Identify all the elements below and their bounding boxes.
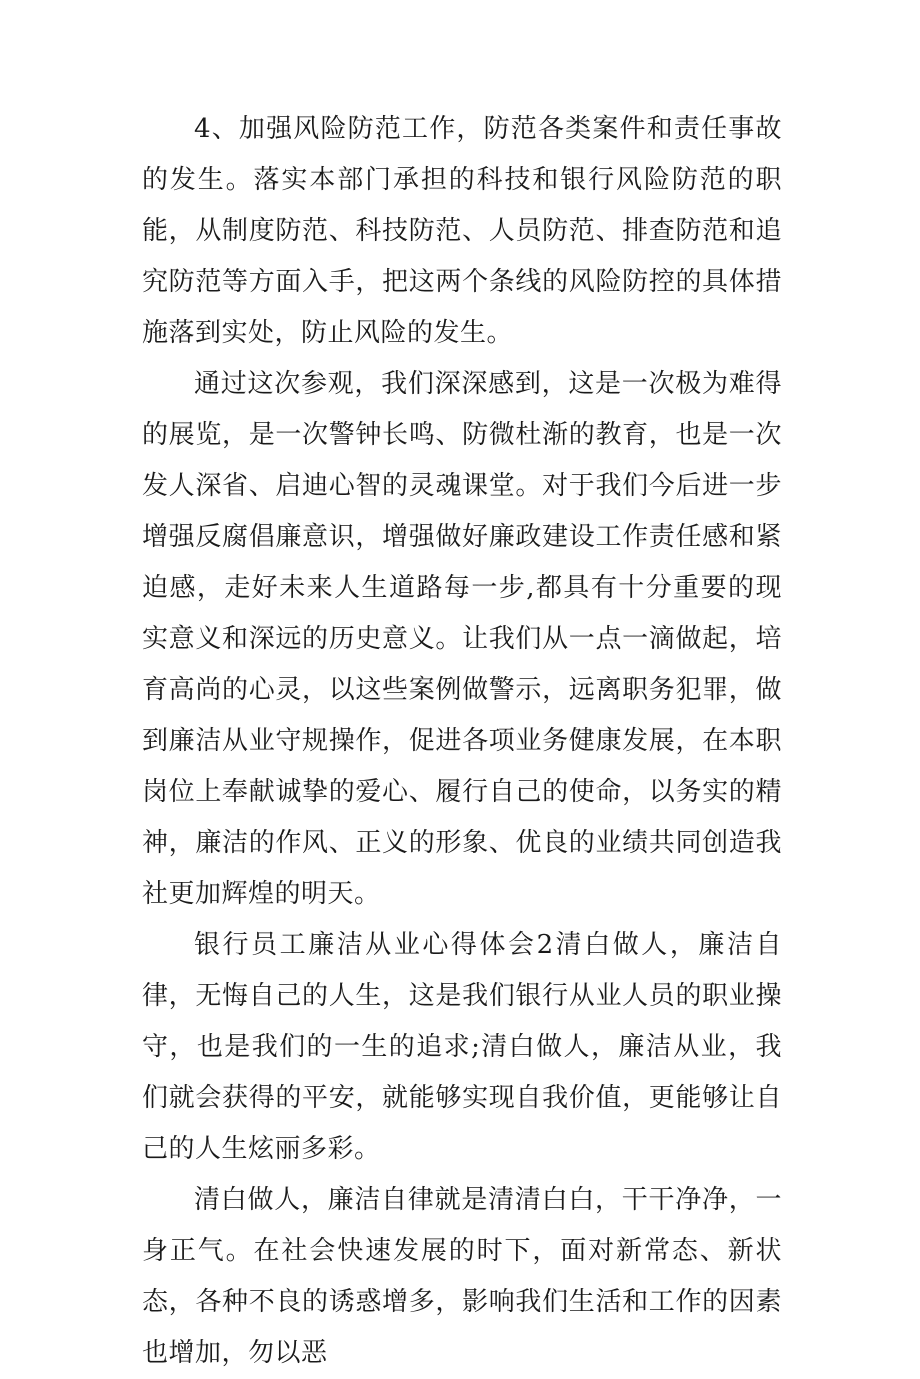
paragraph-visit-reflection: 通过这次参观，我们深深感到，这是一次极为难得的展览，是一次警钟长鸣、防微杜渐的教育，也是一次发人深省、启迪心智的灵魂课堂。对于我们今后进一步增强反腐倡廉意识，增强做好廉政建设工作责任感和紧迫感，走好未来人生道路每一步,都具有十分重要的现实意义和深远的历史意义。让我们从一点一滴做起，培育高尚的心灵，以这些案例做警示，远离职务犯罪，做到廉洁从业守规操作，促进各项业务健康发展，在本职岗位上奉献诚挚的爱心、履行自己的使命，以务实的精神，廉洁的作风、正义的形象、优良的业绩共同创造我社更加辉煌的明天。: [142, 369, 782, 909]
paragraph-integrity-experience: 银行员工廉洁从业心得体会2清白做人，廉洁自律，无悔自己的人生，这是我们银行从业人员的职业操守，也是我们的一生的追求;清白做人，廉洁从业，我们就会获得的平安，就能够实现自我价值，更能够让自己的人生炫丽多彩。: [142, 930, 782, 1164]
paragraph-self-discipline: 清白做人，廉洁自律就是清清白白，干干净净，一身正气。在社会快速发展的时下，面对新常态、新状态，各种不良的诱惑增多，影响我们生活和工作的因素也增加，勿以恶: [142, 1185, 782, 1368]
document-body: [142, 104, 782, 1379]
paragraph-risk-prevention: 4、加强风险防范工作，防范各类案件和责任事故的发生。落实本部门承担的科技和银行风险防范的职能，从制度防范、科技防范、人员防范、排查防范和追究防范等方面入手，把这两个条线的风险防控的具体措施落到实处，防止风险的发生。: [142, 114, 782, 348]
